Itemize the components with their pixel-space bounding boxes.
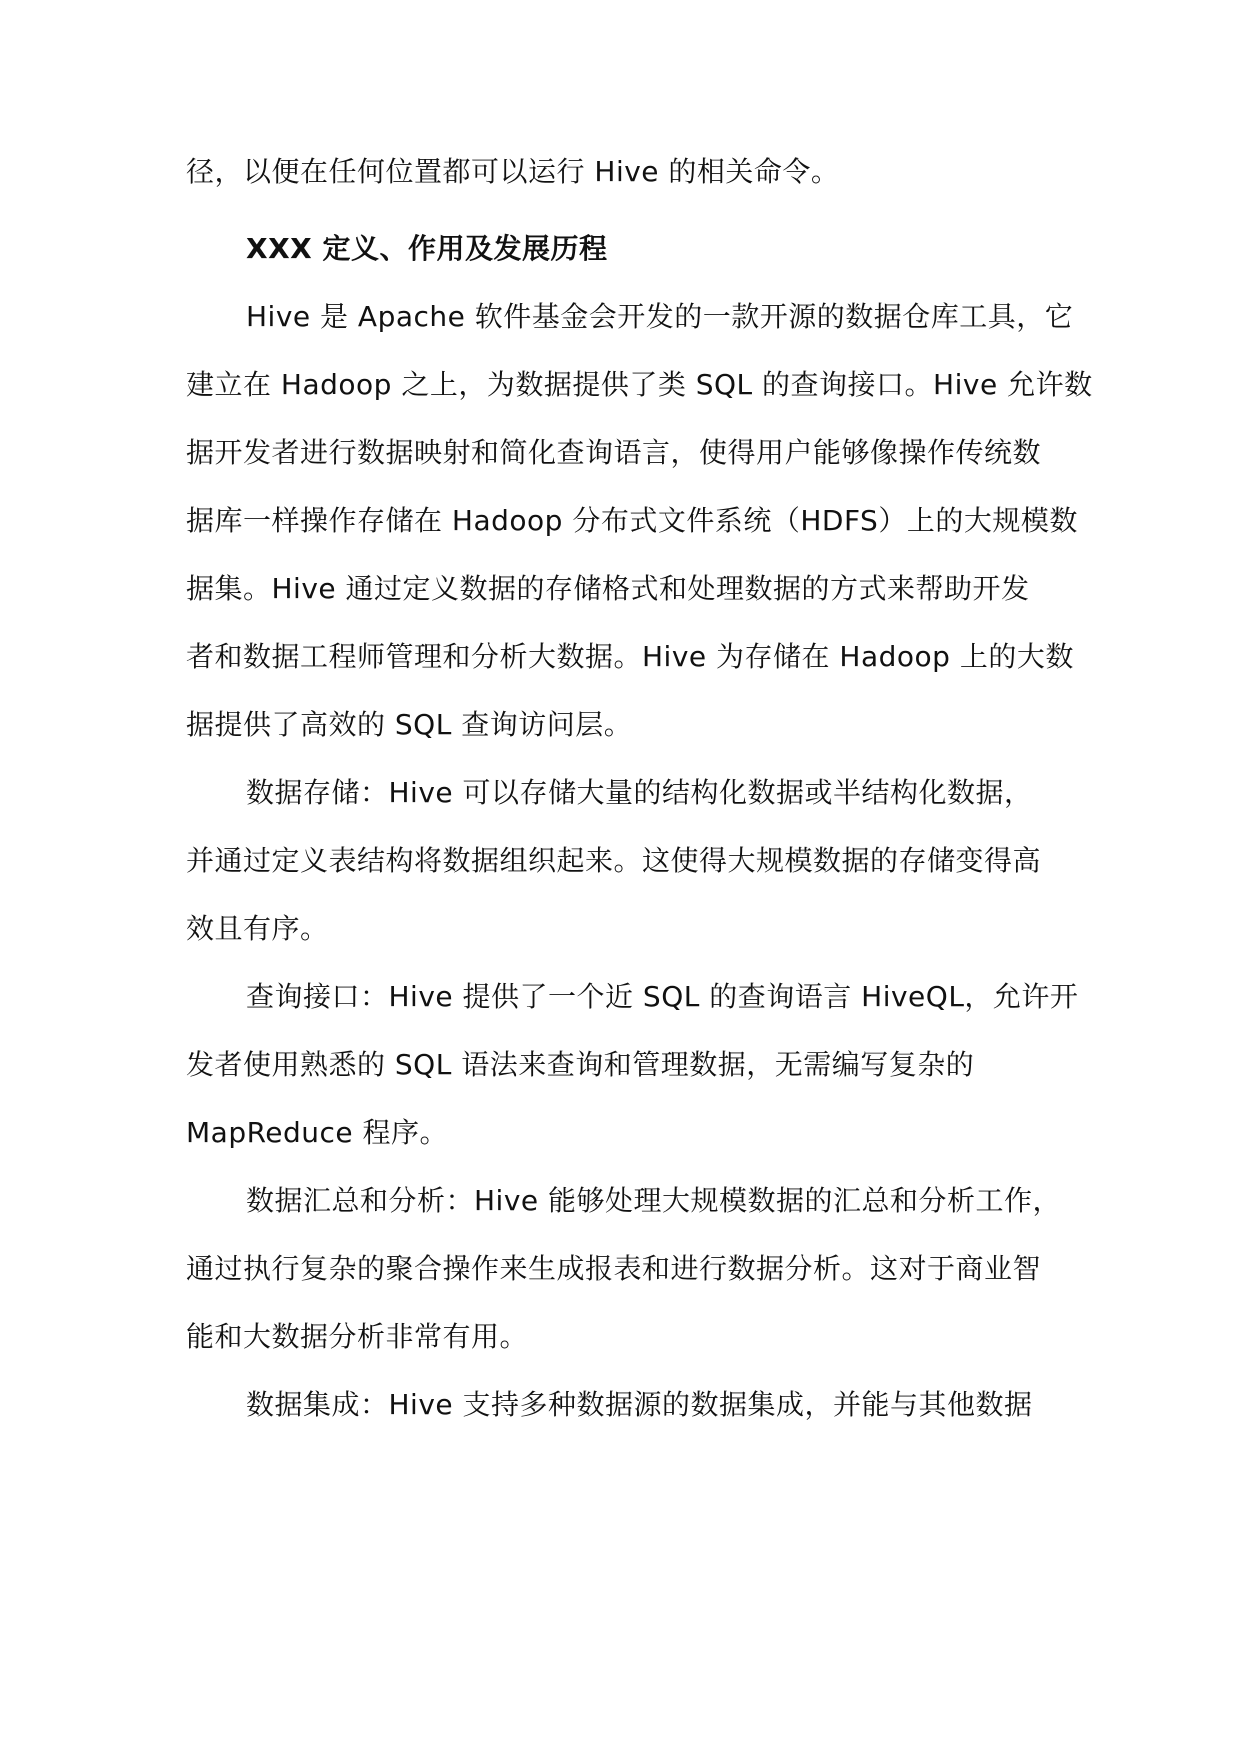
paragraph-line: 数据存储：Hive 可以存储大量的结构化数据或半结构化数据， [246, 776, 1033, 809]
paragraph-line: Hive 是 Apache 软件基金会开发的一款开源的数据仓库工具，它 [246, 300, 1074, 333]
paragraph-line: 并通过定义表结构将数据组织起来。这使得大规模数据的存储变得高 [186, 844, 1042, 877]
section-heading: XXX 定义、作用及发展历程 [246, 232, 608, 265]
paragraph-line: 通过执行复杂的聚合操作来生成报表和进行数据分析。这对于商业智 [186, 1252, 1042, 1285]
paragraph-line: 据集。Hive 通过定义数据的存储格式和处理数据的方式来帮助开发 [186, 572, 1030, 605]
paragraph-line: 据库一样操作存储在 Hadoop 分布式文件系统（HDFS）上的大规模数 [186, 504, 1078, 537]
paragraph-line: 发者使用熟悉的 SQL 语法来查询和管理数据，无需编写复杂的 [186, 1048, 975, 1081]
paragraph-line: 查询接口：Hive 提供了一个近 SQL 的查询语言 HiveQL，允许开 [246, 980, 1079, 1013]
paragraph-line: 者和数据工程师管理和分析大数据。Hive 为存储在 Hadoop 上的大数 [186, 640, 1074, 673]
paragraph-line: 能和大数据分析非常有用。 [186, 1320, 529, 1353]
paragraph-line: MapReduce 程序。 [186, 1116, 449, 1149]
paragraph-line: 建立在 Hadoop 之上，为数据提供了类 SQL 的查询接口。Hive 允许数 [186, 368, 1093, 401]
paragraph-line: 据提供了高效的 SQL 查询访问层。 [186, 708, 633, 741]
paragraph-line: 径，以便在任何位置都可以运行 Hive 的相关命令。 [186, 155, 840, 188]
paragraph-line: 据开发者进行数据映射和简化查询语言，使得用户能够像操作传统数 [186, 436, 1042, 469]
paragraph-line: 数据汇总和分析：Hive 能够处理大规模数据的汇总和分析工作， [246, 1184, 1062, 1217]
paragraph-line: 效且有序。 [186, 912, 329, 945]
paragraph-line: 数据集成：Hive 支持多种数据源的数据集成，并能与其他数据 [246, 1388, 1033, 1421]
